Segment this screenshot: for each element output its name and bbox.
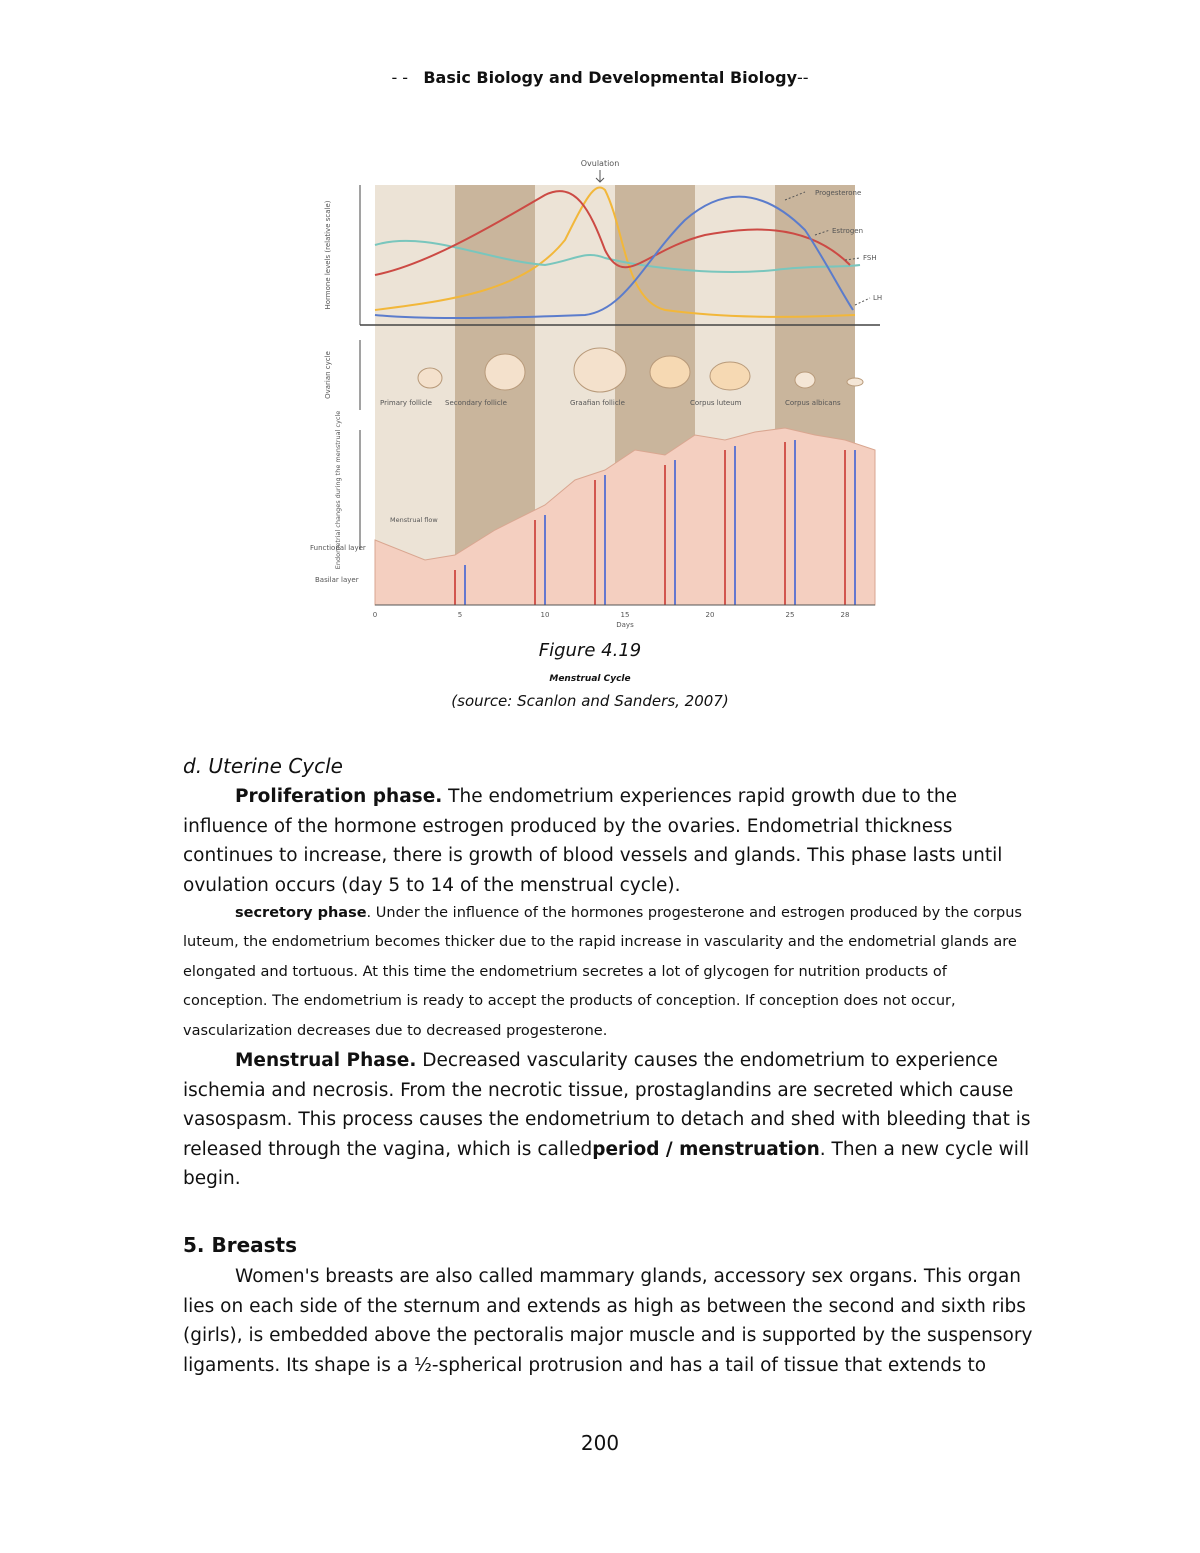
legend-estrogen: Estrogen [832,227,864,235]
menstrual-title: Menstrual Phase. [235,1050,417,1071]
y-label-endometrial: Endometrial changes during the menstrual cycle [334,410,342,570]
figure-source: (source: Scanlon and Sanders, 2007) [451,692,729,710]
x-tick: 20 [705,611,715,619]
x-tick: 28 [840,611,850,619]
header-prefix: - - [391,68,409,87]
y-label-hormone: Hormone levels (relative scale) [324,200,332,310]
header-suffix: -- [797,68,809,87]
figure-name: Menstrual Cycle [549,674,631,684]
section-heading: d. Uterine Cycle [183,754,343,778]
x-axis-label: Days [616,621,634,629]
x-tick: 5 [457,611,463,619]
running-header [0,68,1200,87]
functional-layer-label: Functional layer [310,544,366,552]
menstrual-flow-label: Menstrual flow [390,516,438,524]
secretory-title: secretory phase [235,905,367,921]
stage-primary: Primary follicle [380,399,432,407]
header-title: Basic Biology and Developmental Biology [423,68,797,87]
menstrual-cycle-figure [305,150,895,630]
breasts-heading: 5. Breasts [183,1233,298,1257]
stage-albicans: Corpus albicans [785,399,841,407]
legend-fsh: FSH [863,254,877,262]
figure-number: Figure 4.19 [538,640,642,661]
basilar-layer-label: Basilar layer [315,576,359,584]
y-label-ovarian: Ovarian cycle [324,351,332,399]
x-tick: 10 [540,611,550,619]
stage-secondary: Secondary follicle [445,399,507,407]
x-tick: 25 [785,611,795,619]
ovulation-label: Ovulation [580,159,620,168]
proliferation-title: Proliferation phase. [235,786,443,807]
secretory-paragraph: secretory phase. Under the influence of the hormones progesterone and estrogen produced by the corpus luteum, the endometrium becomes thicker due to the rapid increase in vascularity and the endometrial glands are elongated and tortuous. At this time the endometrium secretes a lot of glycogen for nutrition products of conception. The endometrium is ready to accept the products of conception. If conception does not occur, vascularization decreases due to decreased progesterone. [183,905,1022,1039]
breasts-paragraph: Women's breasts are also called mammary glands, accessory sex organs. This organ lies on each side of the sternum and extends as high as between the second and sixth ribs (girls), is embedded above the pectoralis major muscle and is supported by the suspensory ligaments. Its shape is a ½-spherical protrusion and has a tail of tissue that extends to [183,1266,1033,1376]
stage-graafian: Graafian follicle [570,399,625,407]
proliferation-paragraph: Proliferation phase. The endometrium experiences rapid growth due to the influence of the hormone estrogen produced by the ovaries. Endometrial thickness continues to increase, there is growth of blood vessels and glands. This phase lasts until ovulation occurs (day 5 to 14 of the menstrual cycle). [183,786,1003,896]
legend-progesterone: Progesterone [815,189,862,197]
stage-luteum: Corpus luteum [690,399,742,407]
page-number: 200 [580,1431,620,1455]
x-tick: 15 [620,611,630,619]
x-tick: 0 [372,611,378,619]
legend-lh: LH [873,294,883,302]
menstrual-paragraph: Menstrual Phase. Decreased vascularity causes the endometrium to experience ischemia and necrosis. From the necrotic tissue, prostaglandins are secreted which cause vasospasm. This process causes the endometrium to detach and shed with bleeding that is released through the vagina, which is calledperiod / menstruation. Then a new cycle will begin. [183,1050,1031,1189]
